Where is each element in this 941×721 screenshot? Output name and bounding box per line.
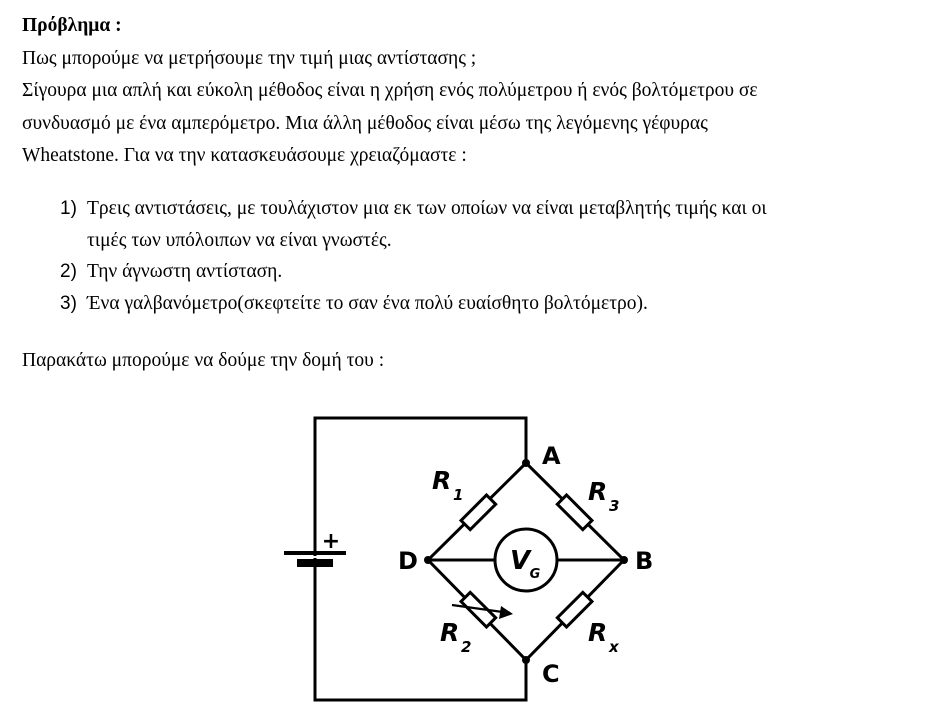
list-item-text: Τρεις αντιστάσεις, με τουλάχιστον μια εκ των οποίων να είναι μεταβλητής τιμής και οι [87,198,767,219]
galvanometer-label: V [509,546,531,576]
r2-label: R [440,618,460,647]
galvanometer-subscript: G [529,567,541,582]
battery-gap-mask [300,556,330,558]
r3-label: R [588,477,608,506]
list-number: 2) [60,261,77,282]
node-a-dot [522,459,530,467]
battery-plate-negative [297,559,333,567]
intro-line-4: Wheatstone. Για να την κατασκευάσουμε χρειαζόμαστε : [22,145,467,166]
list-item-text: Την άγνωστη αντίσταση. [87,261,283,282]
node-c-dot [522,656,530,664]
list-item-text: τιμές των υπόλοιπων να είναι γνωστές. [87,229,392,251]
resistor-rx [557,592,592,627]
r2-subscript: 2 [461,638,472,656]
r1-subscript: 1 [453,486,464,504]
resistor-r3 [557,495,592,530]
node-d-label: D [398,547,418,575]
rx-subscript: x [609,638,619,656]
r3-subscript: 3 [609,497,620,515]
list-number: 3) [60,292,77,314]
node-a-label: A [542,442,561,470]
list-number: 1) [60,198,77,219]
variable-arrowhead-icon [499,606,513,619]
resistor-r1 [461,495,496,530]
list-item-text: Ένα γαλβανόμετρο(σκεφτείτε το σαν ένα πολύ ευαίσθητο βολτόμετρο). [87,292,648,314]
problem-title: Πρόβλημα : [22,15,122,36]
intro-line-2: Σίγουρα μια απλή και εύκολη μέθοδος είναι η χρήση ενός πολύμετρου ή ενός βολτόμετρου σε [22,80,758,101]
node-d-dot [424,556,432,564]
r1-label: R [432,466,452,495]
wire-bottom [315,564,526,700]
battery-plus-sign: + [321,529,341,554]
node-b-dot [620,556,628,564]
outro-text: Παρακάτω μπορούμε να δούμε την δομή του : [22,350,385,371]
intro-line-3: συνδυασμό με ένα αμπερόμετρο. Μια άλλη μέθοδος είναι μέσω της λεγόμενης γέφυρας [22,112,708,134]
wire-top [315,418,526,564]
rx-label: R [588,618,608,647]
node-c-label: C [542,660,560,688]
intro-line-1: Πως μπορούμε να μετρήσουμε την τιμή μιας αντίστασης ; [22,47,477,69]
node-b-label: B [635,547,654,575]
